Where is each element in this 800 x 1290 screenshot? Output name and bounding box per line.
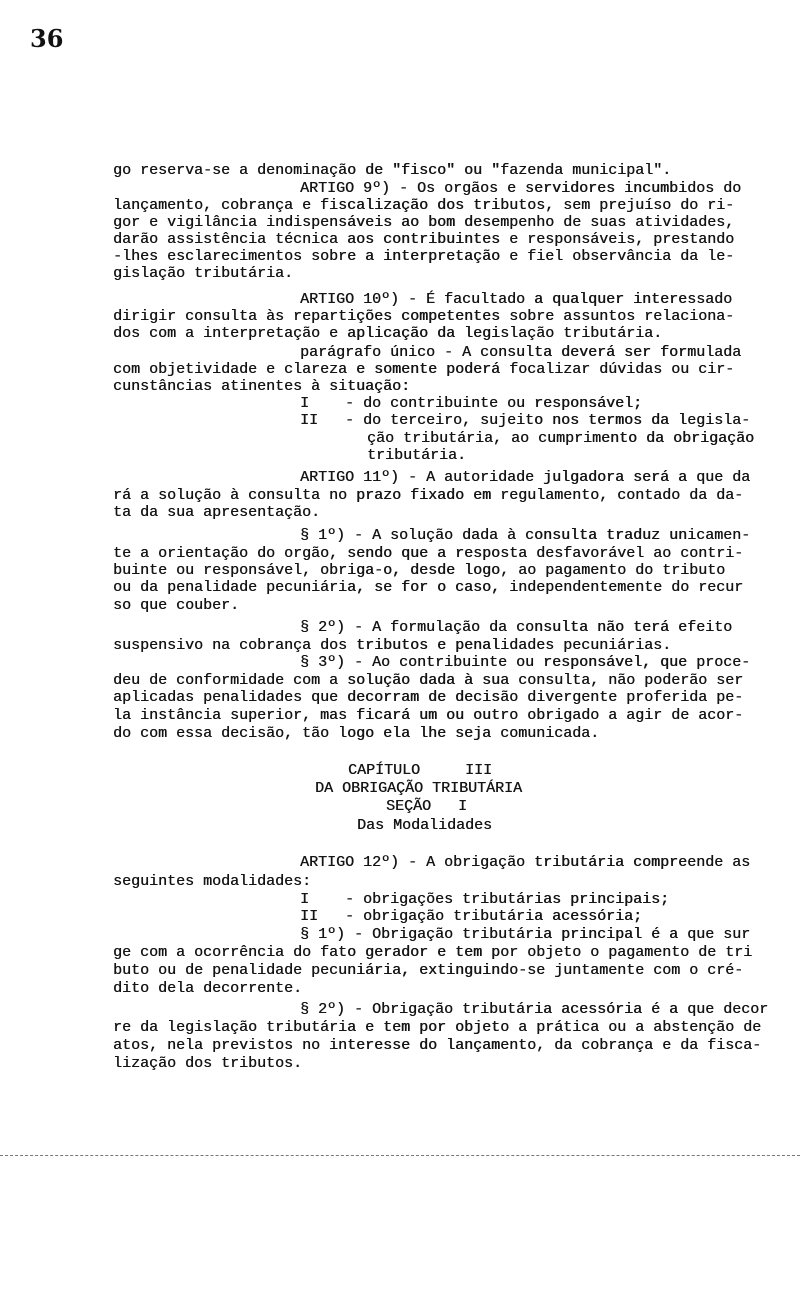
text-line: ARTIGO 9º) - Os orgãos e servidores incumbidos do	[300, 180, 742, 197]
text-line: rá a solução à consulta no prazo fixado em regulamento, contado da da-	[113, 487, 744, 504]
text-line: te a orientação do orgão, sendo que a resposta desfavorável ao contri-	[113, 545, 744, 562]
text-line: I - obrigações tributárias principais;	[300, 891, 670, 908]
text-line: so que couber.	[113, 597, 240, 614]
text-line: II - obrigação tributária acessória;	[300, 908, 643, 925]
text-line: § 2º) - Obrigação tributária acessória é a que decor	[300, 1001, 769, 1018]
text-line: tributária.	[367, 447, 467, 464]
text-line: dito dela decorrente.	[113, 980, 303, 997]
text-line: lização dos tributos.	[113, 1055, 303, 1072]
text-line: ou da penalidade pecuniária, se for o caso, independentemente do recur	[113, 579, 744, 596]
text-line: dos com a interpretação e aplicação da legislação tributária.	[113, 325, 663, 342]
text-line: seguintes modalidades:	[113, 873, 312, 890]
text-line: gislação tributária.	[113, 265, 294, 282]
page-divider	[0, 1155, 800, 1156]
text-line: atos, nela previstos no interesse do lançamento, da cobrança e da fisca-	[113, 1037, 762, 1054]
chapter-title: DA OBRIGAÇÃO TRIBUTÁRIA	[315, 780, 523, 797]
text-line: dirigir consulta às repartições competentes sobre assuntos relaciona-	[113, 308, 735, 325]
text-line: buinte ou responsável, obriga-o, desde logo, ao pagamento do tributo	[113, 562, 726, 579]
text-line: § 3º) - Ao contribuinte ou responsável, que proce-	[300, 654, 751, 671]
text-line: ge com a ocorrência do fato gerador e tem por objeto o pagamento de tri	[113, 944, 753, 961]
text-line: § 1º) - Obrigação tributária principal é a que sur	[300, 926, 751, 943]
text-line: cunstâncias atinentes à situação:	[113, 378, 411, 395]
text-line: ARTIGO 10º) - É facultado a qualquer interessado	[300, 291, 733, 308]
text-line: § 1º) - A solução dada à consulta traduz unicamen-	[300, 527, 751, 544]
section-title: Das Modalidades	[357, 817, 493, 834]
text-line: aplicadas penalidades que decorram de decisão divergente proferida pe-	[113, 689, 744, 706]
text-line: ARTIGO 11º) - A autoridade julgadora será a que da	[300, 469, 751, 486]
text-line: deu de conformidade com a solução dada à sua consulta, não poderão ser	[113, 672, 744, 689]
text-line: buto ou de penalidade pecuniária, extinguindo-se juntamente com o cré-	[113, 962, 744, 979]
text-line: do com essa decisão, tão logo ela lhe seja comunicada.	[113, 725, 600, 742]
text-line: -lhes esclarecimentos sobre a interpretação e fiel observância da le-	[113, 248, 735, 265]
text-line: darão assistência técnica aos contribuintes e responsáveis, prestando	[113, 231, 735, 248]
page-number: 36	[30, 24, 64, 53]
text-line: lançamento, cobrança e fiscalização dos tributos, sem prejuíso do ri-	[113, 197, 735, 214]
text-line: I - do contribuinte ou responsável;	[300, 395, 643, 412]
text-line: ARTIGO 12º) - A obrigação tributária compreende as	[300, 854, 751, 871]
section-heading: SEÇÃO I	[386, 798, 468, 815]
text-line: parágrafo único - A consulta deverá ser formulada	[300, 344, 742, 361]
text-line: ta da sua apresentação.	[113, 504, 321, 521]
text-line: gor e vigilância indispensáveis ao bom desempenho de suas atividades,	[113, 214, 735, 231]
text-line: go reserva-se a denominação de "fisco" ou "fazenda municipal".	[113, 162, 672, 179]
text-line: § 2º) - A formulação da consulta não terá efeito	[300, 619, 733, 636]
text-line: re da legislação tributária e tem por objeto a prática ou a abstenção de	[113, 1019, 762, 1036]
text-line: II - do terceiro, sujeito nos termos da legisla-	[300, 412, 751, 429]
text-line: la instância superior, mas ficará um ou outro obrigado a agir de acor-	[113, 707, 744, 724]
text-line: com objetividade e clareza e somente poderá focalizar dúvidas ou cir-	[113, 361, 735, 378]
chapter-heading: CAPÍTULO III	[348, 762, 493, 779]
text-line: suspensivo na cobrança dos tributos e penalidades pecuniárias.	[113, 637, 672, 654]
text-line: ção tributária, ao cumprimento da obrigação	[367, 430, 755, 447]
